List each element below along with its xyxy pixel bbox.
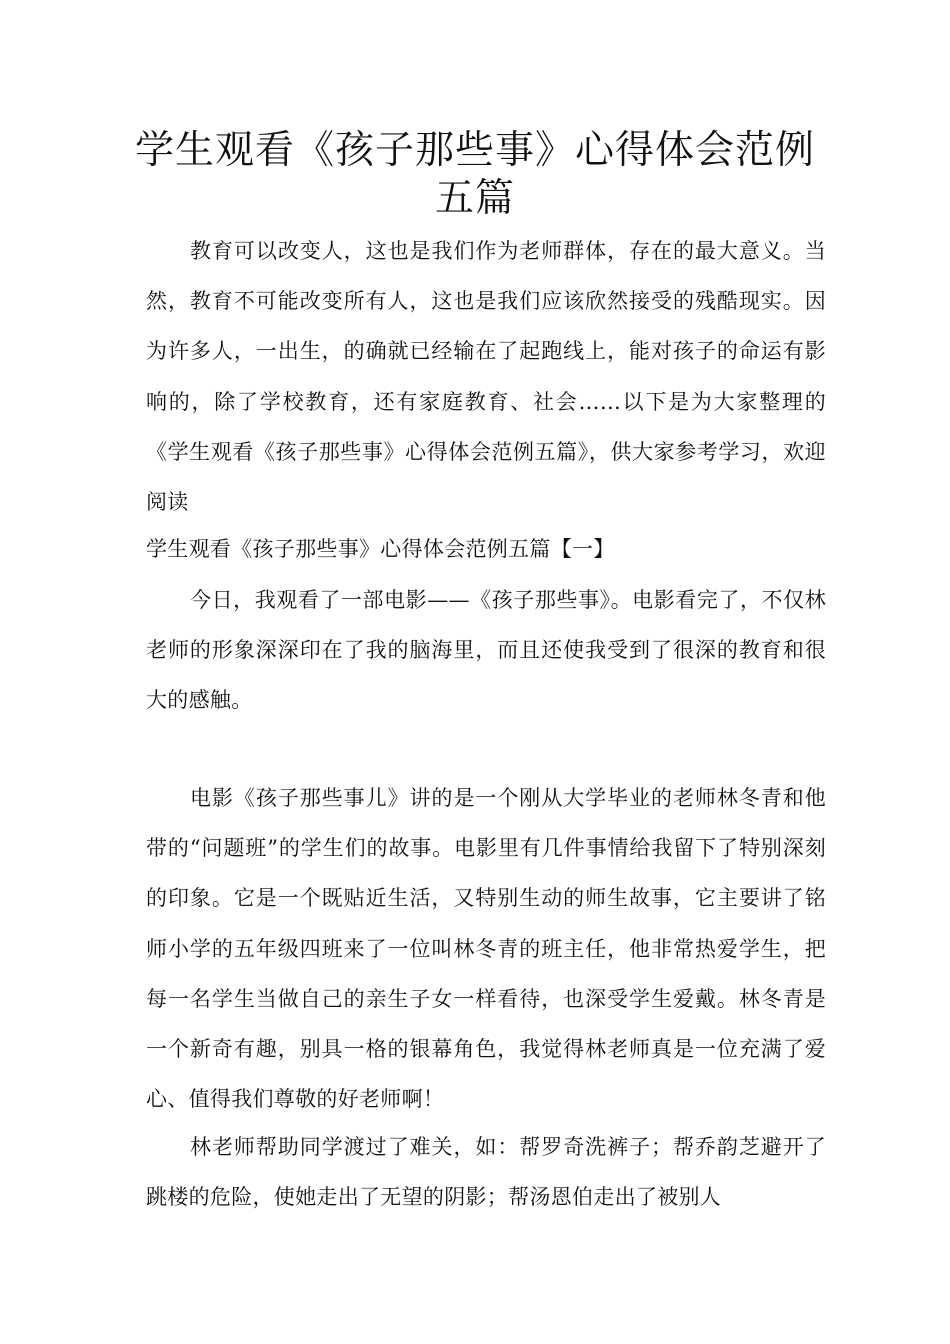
body-paragraph-2: 电影《孩子那些事儿》讲的是一个刚从大学毕业的老师林冬青和他带的“问题班”的学生们的故事。电影里有几件事情给我留下了特别深刻的印象。它是一个既贴近生活，又特别生动的师生故事，它主要讲了铭师小学的五年级四班来了一位叫林冬青的班主任，他非常热爱学生，把每一名学生当做自己的亲生子女一样看待，也深受学生爱戴。林冬青是一个新奇有趣，别具一格的银幕角色，我觉得林老师真是一位充满了爱心、值得我们尊敬的好老师啊！ <box>146 786 826 1112</box>
body-paragraph-3: 林老师帮助同学渡过了难关，如：帮罗奇洗裤子；帮乔韵芝避开了跳楼的危险，使她走出了无望的阴影；帮汤恩伯走出了被别人 <box>146 1135 826 1210</box>
section-heading: 学生观看《孩子那些事》心得体会范例五篇【一】 <box>146 537 615 561</box>
intro-paragraph: 教育可以改变人，这也是我们作为老师群体，存在的最大意义。当然，教育不可能改变所有人，这也是我们应该欣然接受的残酷现实。因为许多人，一出生，的确就已经输在了起跑线上，能对孩子的命运有影响的，除了学校教育，还有家庭教育、社会……以下是为大家整理的《学生观看《孩子那些事》心得体会范例五篇》，供大家参考学习，欢迎阅读 <box>146 239 826 515</box>
document-title-line-2: 五篇 <box>434 176 515 221</box>
body-paragraph-1: 今日，我观看了一部电影——《孩子那些事》。电影看完了，不仅林老师的形象深深印在了我的脑海里，而且还使我受到了很深的教育和很大的感触。 <box>146 588 826 713</box>
document-title-line-1: 学生观看《孩子那些事》心得体会范例 <box>134 128 815 173</box>
